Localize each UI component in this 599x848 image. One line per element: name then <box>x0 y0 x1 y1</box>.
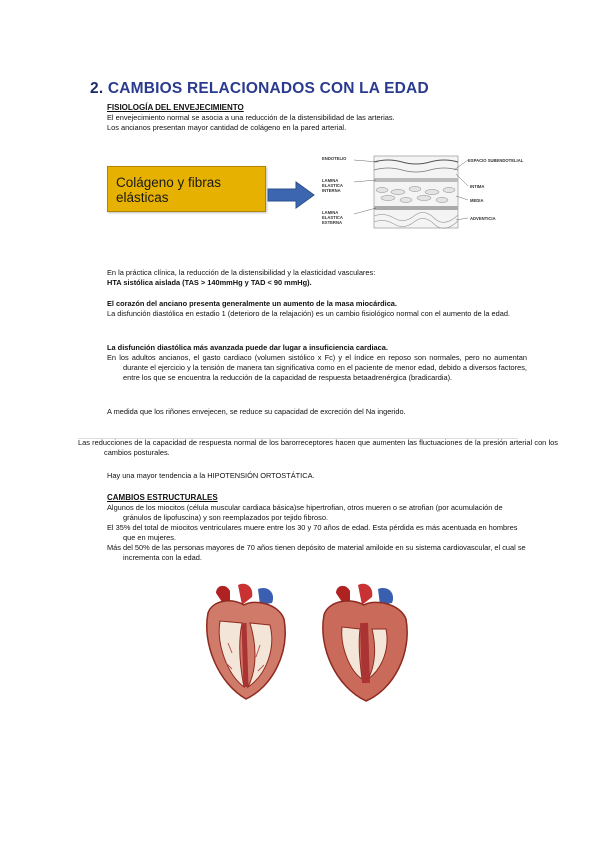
label-lamina-interna: LAMINA ELASTICA INTERNA <box>322 178 343 193</box>
section-number: 2. <box>90 80 104 97</box>
clinical-line-1: En la práctica clínica, la reducción de la distensibilidad y la elasticidad vasculares: <box>107 268 376 277</box>
physiology-line-2: Los ancianos presentan mayor cantidad de colágeno en la pared arterial. <box>107 123 347 132</box>
page-title <box>90 80 429 98</box>
heart-line-2: La disfunción diastólica en estadio 1 (deterioro de la relajación) es un cambio fisiológico normal con el aumento de la edad. <box>107 309 511 318</box>
label-media: MEDIA <box>470 198 484 203</box>
arrow-icon <box>266 180 316 210</box>
label-adventicia: ADVENTICIA <box>470 216 496 221</box>
hypotension-paragraph: Hay una mayor tendencia a la HIPOTENSIÓN ORTOSTÁTICA. <box>107 471 315 480</box>
label-intima: INTIMA <box>470 184 485 189</box>
label-espacio-subendotelial: ESPACIO SUBENDOTELIAL <box>468 158 524 163</box>
heart-young-illustration <box>198 583 294 701</box>
diastolic-paragraph <box>107 343 527 383</box>
structural-item-3: Más del 50% de las personas mayores de 70 años tienen depósito de material amiloide en su sistema cardiovascular, el cual se incrementa con la edad. <box>107 543 526 562</box>
kidney-paragraph: A medida que los riñones envejecen, se reduce su capacidad de excreción del Na ingerido. <box>107 407 406 416</box>
structural-item-1: Algunos de los miocitos (célula muscular cardiaca básica)se hipertrofian, otros mueren o se atrofian (por acumulación de gránulos de lipofuscina) y son reemplazados por tejido fibroso. <box>107 503 503 522</box>
structural-item-2: El 35% del total de miocitos ventriculares muere entre los 30 y 70 años de edad. Esta pérdida es más acentuada en hombres que en mujeres. <box>107 523 518 542</box>
artery-wall-diagram <box>318 152 528 232</box>
heart-aged-illustration <box>316 583 414 703</box>
clinical-paragraph <box>107 268 527 288</box>
baroreceptor-paragraph: Las reducciones de la capacidad de respuesta normal de los barorreceptores hacen que aumenten las fluctuaciones de la presión arterial con los cambios posturales. <box>78 438 558 457</box>
label-lamina-externa: LAMINA ELASTICA EXTERNA <box>322 210 343 225</box>
heart-paragraph <box>107 299 527 319</box>
section-title: CAMBIOS RELACIONADOS CON LA EDAD <box>107 80 429 97</box>
callout-text: Colágeno y fibras elásticas <box>116 175 222 205</box>
structural-list <box>107 503 527 563</box>
diastolic-line-2: En los adultos ancianos, el gasto cardiaco (volumen sistólico x Fc) y el índice en reposo son normales, pero no aumentan durante el ejercicio y la tensión de manera tan significativa como en el paciente de menor edad, debido a diversos factores, entre los que se encuentra la reducción de la capacidad de respuesta betaadrenérgica (bradicardia). <box>107 353 527 382</box>
physiology-line-1: El envejecimiento normal se asocia a una reducción de la distensibilidad de las arterias. <box>107 113 395 122</box>
collagen-callout <box>107 166 266 212</box>
physiology-paragraph <box>107 113 527 133</box>
clinical-line-2: HTA sistólica aislada (TAS > 140mmHg y TAD < 90 mmHg). <box>107 278 312 287</box>
physiology-heading: FISIOLOGÍA DEL ENVEJECIMIENTO <box>107 103 244 112</box>
diastolic-line-1: La disfunción diastólica más avanzada puede dar lugar a insuficiencia cardiaca. <box>107 343 388 352</box>
label-endotelio: ENDOTELIO <box>322 156 347 161</box>
structural-heading: CAMBIOS ESTRUCTURALES <box>107 493 218 502</box>
heart-line-1: El corazón del anciano presenta generalmente un aumento de la masa miocárdica. <box>107 299 397 308</box>
